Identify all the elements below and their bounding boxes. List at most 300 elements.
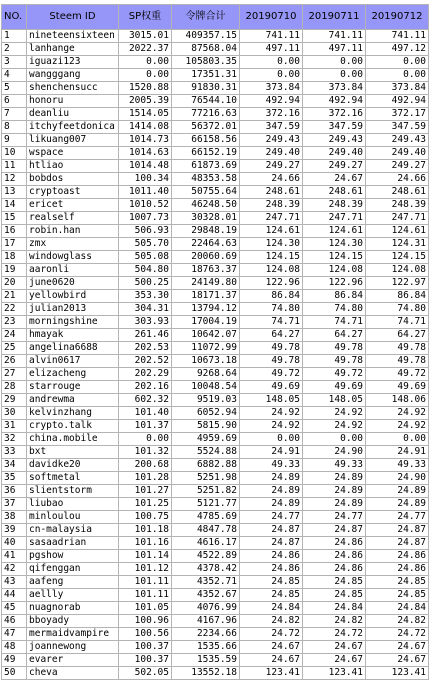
cell-steem-id[interactable]: davidke20 (27, 459, 119, 472)
cell-row-number[interactable]: 27 (2, 368, 27, 381)
cell-value-20190712[interactable]: 49.78 (366, 342, 429, 355)
cell-sp-weight[interactable]: 202.29 (119, 368, 172, 381)
cell-row-number[interactable]: 45 (2, 602, 27, 615)
cell-steem-id[interactable]: june0620 (27, 277, 119, 290)
cell-steem-id[interactable]: joannewong (27, 641, 119, 654)
cell-token-total[interactable]: 11072.99 (172, 342, 240, 355)
cell-token-total[interactable]: 409357.15 (172, 30, 240, 43)
cell-value-20190711[interactable]: 247.71 (303, 212, 366, 225)
cell-sp-weight[interactable]: 1011.40 (119, 186, 172, 199)
cell-steem-id[interactable]: slientstorm (27, 485, 119, 498)
cell-steem-id[interactable]: evarer (27, 654, 119, 667)
cell-value-20190712[interactable]: 249.27 (366, 160, 429, 173)
cell-value-20190710[interactable]: 49.78 (240, 355, 303, 368)
cell-value-20190710[interactable]: 248.39 (240, 199, 303, 212)
cell-token-total[interactable]: 77216.63 (172, 108, 240, 121)
cell-value-20190712[interactable]: 373.84 (366, 82, 429, 95)
cell-token-total[interactable]: 76544.10 (172, 95, 240, 108)
cell-sp-weight[interactable]: 1520.88 (119, 82, 172, 95)
cell-token-total[interactable]: 5524.88 (172, 446, 240, 459)
cell-value-20190710[interactable]: 24.86 (240, 563, 303, 576)
cell-sp-weight[interactable]: 101.16 (119, 537, 172, 550)
cell-value-20190711[interactable]: 24.86 (303, 563, 366, 576)
cell-token-total[interactable]: 4847.78 (172, 524, 240, 537)
cell-value-20190710[interactable]: 741.11 (240, 30, 303, 43)
cell-token-total[interactable]: 9519.03 (172, 394, 240, 407)
cell-token-total[interactable]: 13794.12 (172, 303, 240, 316)
header-no[interactable]: NO. (2, 5, 27, 30)
cell-token-total[interactable]: 5251.98 (172, 472, 240, 485)
cell-sp-weight[interactable]: 100.34 (119, 173, 172, 186)
cell-value-20190712[interactable]: 64.27 (366, 329, 429, 342)
cell-sp-weight[interactable]: 101.27 (119, 485, 172, 498)
cell-token-total[interactable]: 4785.69 (172, 511, 240, 524)
cell-token-total[interactable]: 66152.19 (172, 147, 240, 160)
cell-value-20190712[interactable]: 347.59 (366, 121, 429, 134)
cell-token-total[interactable]: 5121.77 (172, 498, 240, 511)
cell-value-20190710[interactable]: 249.27 (240, 160, 303, 173)
cell-value-20190711[interactable]: 49.69 (303, 381, 366, 394)
cell-value-20190712[interactable]: 24.87 (366, 524, 429, 537)
cell-steem-id[interactable]: elizacheng (27, 368, 119, 381)
cell-sp-weight[interactable]: 101.12 (119, 563, 172, 576)
cell-sp-weight[interactable]: 1007.73 (119, 212, 172, 225)
cell-row-number[interactable]: 5 (2, 82, 27, 95)
cell-sp-weight[interactable]: 1414.08 (119, 121, 172, 134)
cell-sp-weight[interactable]: 304.31 (119, 303, 172, 316)
cell-value-20190710[interactable]: 74.71 (240, 316, 303, 329)
cell-value-20190712[interactable]: 24.92 (366, 420, 429, 433)
cell-value-20190711[interactable]: 74.71 (303, 316, 366, 329)
cell-value-20190711[interactable]: 24.84 (303, 602, 366, 615)
cell-value-20190710[interactable]: 24.89 (240, 472, 303, 485)
cell-token-total[interactable]: 4616.17 (172, 537, 240, 550)
cell-steem-id[interactable]: julian2013 (27, 303, 119, 316)
cell-value-20190712[interactable]: 24.87 (366, 537, 429, 550)
cell-value-20190712[interactable]: 24.85 (366, 589, 429, 602)
cell-sp-weight[interactable]: 0.00 (119, 433, 172, 446)
cell-sp-weight[interactable]: 202.53 (119, 342, 172, 355)
cell-row-number[interactable]: 6 (2, 95, 27, 108)
cell-steem-id[interactable]: windowglass (27, 251, 119, 264)
cell-value-20190712[interactable]: 124.15 (366, 251, 429, 264)
cell-token-total[interactable]: 24149.80 (172, 277, 240, 290)
cell-steem-id[interactable]: realself (27, 212, 119, 225)
cell-row-number[interactable]: 13 (2, 186, 27, 199)
cell-row-number[interactable]: 10 (2, 147, 27, 160)
cell-row-number[interactable]: 30 (2, 407, 27, 420)
cell-sp-weight[interactable]: 101.11 (119, 576, 172, 589)
cell-value-20190711[interactable]: 49.72 (303, 368, 366, 381)
cell-value-20190711[interactable]: 124.30 (303, 238, 366, 251)
cell-token-total[interactable]: 22464.63 (172, 238, 240, 251)
cell-steem-id[interactable]: angelina6688 (27, 342, 119, 355)
cell-value-20190710[interactable]: 0.00 (240, 433, 303, 446)
cell-value-20190710[interactable]: 124.08 (240, 264, 303, 277)
cell-row-number[interactable]: 16 (2, 225, 27, 238)
cell-token-total[interactable]: 10048.54 (172, 381, 240, 394)
header-date-20190712[interactable]: 20190712 (366, 5, 429, 30)
cell-sp-weight[interactable]: 353.30 (119, 290, 172, 303)
cell-value-20190711[interactable]: 122.96 (303, 277, 366, 290)
cell-sp-weight[interactable]: 101.25 (119, 498, 172, 511)
cell-row-number[interactable]: 32 (2, 433, 27, 446)
cell-sp-weight[interactable]: 100.37 (119, 641, 172, 654)
cell-sp-weight[interactable]: 0.00 (119, 56, 172, 69)
cell-value-20190711[interactable]: 49.33 (303, 459, 366, 472)
cell-value-20190711[interactable]: 372.16 (303, 108, 366, 121)
cell-value-20190710[interactable]: 24.82 (240, 615, 303, 628)
cell-value-20190710[interactable]: 0.00 (240, 69, 303, 82)
cell-value-20190710[interactable]: 123.41 (240, 667, 303, 680)
cell-token-total[interactable]: 5815.90 (172, 420, 240, 433)
cell-value-20190711[interactable]: 24.67 (303, 173, 366, 186)
cell-value-20190710[interactable]: 492.94 (240, 95, 303, 108)
cell-steem-id[interactable]: cn-malaysia (27, 524, 119, 537)
cell-value-20190712[interactable]: 124.08 (366, 264, 429, 277)
cell-sp-weight[interactable]: 101.28 (119, 472, 172, 485)
cell-value-20190712[interactable]: 249.43 (366, 134, 429, 147)
cell-row-number[interactable]: 2 (2, 43, 27, 56)
cell-sp-weight[interactable]: 100.75 (119, 511, 172, 524)
cell-row-number[interactable]: 1 (2, 30, 27, 43)
cell-steem-id[interactable]: wangggang (27, 69, 119, 82)
cell-value-20190712[interactable]: 492.94 (366, 95, 429, 108)
cell-row-number[interactable]: 24 (2, 329, 27, 342)
cell-row-number[interactable]: 42 (2, 563, 27, 576)
cell-steem-id[interactable]: wspace (27, 147, 119, 160)
cell-row-number[interactable]: 9 (2, 134, 27, 147)
cell-token-total[interactable]: 61873.69 (172, 160, 240, 173)
cell-value-20190712[interactable]: 741.11 (366, 30, 429, 43)
cell-value-20190711[interactable]: 0.00 (303, 56, 366, 69)
cell-sp-weight[interactable]: 0.00 (119, 69, 172, 82)
cell-token-total[interactable]: 4378.42 (172, 563, 240, 576)
cell-row-number[interactable]: 3 (2, 56, 27, 69)
cell-steem-id[interactable]: minloulou (27, 511, 119, 524)
header-date-20190710[interactable]: 20190710 (240, 5, 303, 30)
cell-value-20190711[interactable]: 24.86 (303, 537, 366, 550)
cell-row-number[interactable]: 14 (2, 199, 27, 212)
cell-value-20190711[interactable]: 492.94 (303, 95, 366, 108)
header-sp-weight[interactable]: SP权重 (119, 5, 172, 30)
cell-token-total[interactable]: 48353.58 (172, 173, 240, 186)
cell-steem-id[interactable]: robin.han (27, 225, 119, 238)
cell-value-20190710[interactable]: 49.69 (240, 381, 303, 394)
cell-sp-weight[interactable]: 500.25 (119, 277, 172, 290)
cell-value-20190710[interactable]: 24.86 (240, 550, 303, 563)
cell-row-number[interactable]: 37 (2, 498, 27, 511)
cell-sp-weight[interactable]: 1010.52 (119, 199, 172, 212)
cell-token-total[interactable]: 29848.19 (172, 225, 240, 238)
cell-sp-weight[interactable]: 101.11 (119, 589, 172, 602)
cell-row-number[interactable]: 25 (2, 342, 27, 355)
cell-token-total[interactable]: 18763.37 (172, 264, 240, 277)
cell-value-20190712[interactable]: 24.89 (366, 498, 429, 511)
cell-sp-weight[interactable]: 602.32 (119, 394, 172, 407)
cell-steem-id[interactable]: shenchensucc (27, 82, 119, 95)
cell-steem-id[interactable]: iguazi123 (27, 56, 119, 69)
cell-steem-id[interactable]: pgshow (27, 550, 119, 563)
cell-sp-weight[interactable]: 506.93 (119, 225, 172, 238)
cell-steem-id[interactable]: nuagnorab (27, 602, 119, 615)
cell-value-20190711[interactable]: 148.05 (303, 394, 366, 407)
cell-value-20190712[interactable]: 497.12 (366, 43, 429, 56)
cell-sp-weight[interactable]: 101.37 (119, 420, 172, 433)
cell-value-20190711[interactable]: 24.67 (303, 641, 366, 654)
cell-token-total[interactable]: 1535.66 (172, 641, 240, 654)
cell-sp-weight[interactable]: 1014.48 (119, 160, 172, 173)
cell-steem-id[interactable]: mermaidvampire (27, 628, 119, 641)
cell-row-number[interactable]: 21 (2, 290, 27, 303)
cell-steem-id[interactable]: bxt (27, 446, 119, 459)
cell-token-total[interactable]: 91830.31 (172, 82, 240, 95)
cell-value-20190710[interactable]: 249.40 (240, 147, 303, 160)
cell-sp-weight[interactable]: 202.16 (119, 381, 172, 394)
cell-sp-weight[interactable]: 3015.01 (119, 30, 172, 43)
cell-row-number[interactable]: 8 (2, 121, 27, 134)
cell-token-total[interactable]: 4167.96 (172, 615, 240, 628)
cell-sp-weight[interactable]: 505.08 (119, 251, 172, 264)
cell-sp-weight[interactable]: 505.70 (119, 238, 172, 251)
cell-value-20190711[interactable]: 24.67 (303, 654, 366, 667)
cell-steem-id[interactable]: cheva (27, 667, 119, 680)
cell-value-20190710[interactable]: 49.78 (240, 342, 303, 355)
cell-row-number[interactable]: 22 (2, 303, 27, 316)
cell-value-20190712[interactable]: 124.61 (366, 225, 429, 238)
cell-value-20190711[interactable]: 741.11 (303, 30, 366, 43)
cell-steem-id[interactable]: bobdos (27, 173, 119, 186)
cell-token-total[interactable]: 4352.71 (172, 576, 240, 589)
cell-steem-id[interactable]: aaronli (27, 264, 119, 277)
cell-value-20190712[interactable]: 24.77 (366, 511, 429, 524)
cell-steem-id[interactable]: likuang007 (27, 134, 119, 147)
header-date-20190711[interactable]: 20190711 (303, 5, 366, 30)
cell-value-20190711[interactable]: 123.41 (303, 667, 366, 680)
cell-steem-id[interactable]: ericet (27, 199, 119, 212)
cell-row-number[interactable]: 39 (2, 524, 27, 537)
cell-value-20190712[interactable]: 24.85 (366, 576, 429, 589)
cell-token-total[interactable]: 4522.89 (172, 550, 240, 563)
cell-row-number[interactable]: 19 (2, 264, 27, 277)
cell-value-20190711[interactable]: 24.82 (303, 615, 366, 628)
cell-sp-weight[interactable]: 2022.37 (119, 43, 172, 56)
cell-value-20190710[interactable]: 249.43 (240, 134, 303, 147)
cell-value-20190712[interactable]: 249.40 (366, 147, 429, 160)
cell-row-number[interactable]: 7 (2, 108, 27, 121)
cell-sp-weight[interactable]: 100.56 (119, 628, 172, 641)
cell-value-20190710[interactable]: 347.59 (240, 121, 303, 134)
header-token-total[interactable]: 令牌合计 (172, 5, 240, 30)
cell-steem-id[interactable]: alvin0617 (27, 355, 119, 368)
cell-steem-id[interactable]: aafeng (27, 576, 119, 589)
cell-value-20190710[interactable]: 24.84 (240, 602, 303, 615)
cell-value-20190710[interactable]: 24.77 (240, 511, 303, 524)
cell-sp-weight[interactable]: 101.18 (119, 524, 172, 537)
cell-value-20190712[interactable]: 24.67 (366, 641, 429, 654)
cell-value-20190712[interactable]: 122.97 (366, 277, 429, 290)
cell-value-20190711[interactable]: 347.59 (303, 121, 366, 134)
cell-sp-weight[interactable]: 504.80 (119, 264, 172, 277)
cell-row-number[interactable]: 48 (2, 641, 27, 654)
cell-token-total[interactable]: 46248.50 (172, 199, 240, 212)
cell-sp-weight[interactable]: 200.68 (119, 459, 172, 472)
cell-value-20190711[interactable]: 24.92 (303, 407, 366, 420)
cell-value-20190711[interactable]: 248.61 (303, 186, 366, 199)
cell-value-20190710[interactable]: 24.87 (240, 524, 303, 537)
cell-value-20190712[interactable]: 24.72 (366, 628, 429, 641)
cell-row-number[interactable]: 50 (2, 667, 27, 680)
cell-token-total[interactable]: 30328.01 (172, 212, 240, 225)
cell-value-20190712[interactable]: 248.39 (366, 199, 429, 212)
cell-value-20190710[interactable]: 373.84 (240, 82, 303, 95)
cell-steem-id[interactable]: bboyady (27, 615, 119, 628)
cell-row-number[interactable]: 31 (2, 420, 27, 433)
cell-sp-weight[interactable]: 261.46 (119, 329, 172, 342)
cell-value-20190712[interactable]: 123.41 (366, 667, 429, 680)
cell-value-20190711[interactable]: 24.89 (303, 498, 366, 511)
cell-value-20190711[interactable]: 24.72 (303, 628, 366, 641)
cell-value-20190712[interactable]: 74.71 (366, 316, 429, 329)
cell-token-total[interactable]: 1535.59 (172, 654, 240, 667)
cell-value-20190711[interactable]: 373.84 (303, 82, 366, 95)
cell-sp-weight[interactable]: 1014.73 (119, 134, 172, 147)
cell-row-number[interactable]: 41 (2, 550, 27, 563)
cell-steem-id[interactable]: qifenggan (27, 563, 119, 576)
cell-token-total[interactable]: 4076.99 (172, 602, 240, 615)
cell-value-20190711[interactable]: 24.77 (303, 511, 366, 524)
cell-steem-id[interactable]: kelvinzhang (27, 407, 119, 420)
cell-value-20190712[interactable]: 372.17 (366, 108, 429, 121)
cell-steem-id[interactable]: honoru (27, 95, 119, 108)
cell-value-20190710[interactable]: 124.30 (240, 238, 303, 251)
cell-value-20190711[interactable]: 124.08 (303, 264, 366, 277)
cell-steem-id[interactable]: lanhange (27, 43, 119, 56)
cell-value-20190710[interactable]: 122.96 (240, 277, 303, 290)
cell-value-20190711[interactable]: 24.85 (303, 576, 366, 589)
cell-value-20190712[interactable]: 24.66 (366, 173, 429, 186)
cell-row-number[interactable]: 34 (2, 459, 27, 472)
cell-value-20190710[interactable]: 24.92 (240, 407, 303, 420)
cell-value-20190710[interactable]: 24.67 (240, 654, 303, 667)
cell-steem-id[interactable]: sasaadrian (27, 537, 119, 550)
cell-token-total[interactable]: 5251.82 (172, 485, 240, 498)
cell-value-20190712[interactable]: 24.84 (366, 602, 429, 615)
cell-value-20190710[interactable]: 24.89 (240, 498, 303, 511)
cell-value-20190711[interactable]: 24.86 (303, 550, 366, 563)
cell-value-20190712[interactable]: 24.91 (366, 446, 429, 459)
cell-value-20190710[interactable]: 86.84 (240, 290, 303, 303)
cell-token-total[interactable]: 56372.01 (172, 121, 240, 134)
cell-token-total[interactable]: 4959.69 (172, 433, 240, 446)
cell-value-20190711[interactable]: 49.78 (303, 355, 366, 368)
cell-value-20190710[interactable]: 24.72 (240, 628, 303, 641)
cell-sp-weight[interactable]: 101.14 (119, 550, 172, 563)
cell-row-number[interactable]: 26 (2, 355, 27, 368)
cell-sp-weight[interactable]: 1014.63 (119, 147, 172, 160)
cell-value-20190710[interactable]: 24.89 (240, 485, 303, 498)
cell-value-20190712[interactable]: 49.78 (366, 355, 429, 368)
cell-value-20190712[interactable]: 24.89 (366, 485, 429, 498)
cell-steem-id[interactable]: softmetal (27, 472, 119, 485)
cell-value-20190710[interactable]: 24.92 (240, 420, 303, 433)
cell-steem-id[interactable]: starrouge (27, 381, 119, 394)
cell-value-20190711[interactable]: 249.43 (303, 134, 366, 147)
cell-steem-id[interactable]: htliao (27, 160, 119, 173)
cell-token-total[interactable]: 18171.37 (172, 290, 240, 303)
cell-value-20190710[interactable]: 24.66 (240, 173, 303, 186)
cell-row-number[interactable]: 46 (2, 615, 27, 628)
cell-row-number[interactable]: 15 (2, 212, 27, 225)
cell-value-20190710[interactable]: 248.61 (240, 186, 303, 199)
cell-value-20190711[interactable]: 49.78 (303, 342, 366, 355)
cell-value-20190710[interactable]: 148.05 (240, 394, 303, 407)
header-steem-id[interactable]: Steem ID (27, 5, 119, 30)
cell-value-20190712[interactable]: 124.31 (366, 238, 429, 251)
cell-steem-id[interactable]: cryptoast (27, 186, 119, 199)
cell-value-20190710[interactable]: 497.11 (240, 43, 303, 56)
cell-sp-weight[interactable]: 1514.05 (119, 108, 172, 121)
cell-token-total[interactable]: 50755.64 (172, 186, 240, 199)
cell-sp-weight[interactable]: 2005.39 (119, 95, 172, 108)
cell-row-number[interactable]: 11 (2, 160, 27, 173)
cell-value-20190711[interactable]: 24.90 (303, 446, 366, 459)
cell-row-number[interactable]: 20 (2, 277, 27, 290)
cell-token-total[interactable]: 17004.19 (172, 316, 240, 329)
cell-value-20190710[interactable]: 372.16 (240, 108, 303, 121)
cell-value-20190712[interactable]: 86.84 (366, 290, 429, 303)
cell-value-20190711[interactable]: 497.11 (303, 43, 366, 56)
cell-value-20190710[interactable]: 24.85 (240, 576, 303, 589)
cell-steem-id[interactable]: china.mobile (27, 433, 119, 446)
cell-value-20190712[interactable]: 148.06 (366, 394, 429, 407)
cell-value-20190712[interactable]: 49.33 (366, 459, 429, 472)
cell-sp-weight[interactable]: 101.32 (119, 446, 172, 459)
cell-steem-id[interactable]: aellly (27, 589, 119, 602)
cell-token-total[interactable]: 4352.67 (172, 589, 240, 602)
cell-steem-id[interactable]: morningshine (27, 316, 119, 329)
cell-row-number[interactable]: 40 (2, 537, 27, 550)
cell-token-total[interactable]: 17351.31 (172, 69, 240, 82)
cell-value-20190711[interactable]: 86.84 (303, 290, 366, 303)
cell-value-20190711[interactable]: 24.92 (303, 420, 366, 433)
cell-value-20190711[interactable]: 64.27 (303, 329, 366, 342)
cell-value-20190710[interactable]: 24.67 (240, 641, 303, 654)
cell-steem-id[interactable]: itchyfeetdonica (27, 121, 119, 134)
cell-row-number[interactable]: 44 (2, 589, 27, 602)
cell-row-number[interactable]: 36 (2, 485, 27, 498)
cell-value-20190710[interactable]: 247.71 (240, 212, 303, 225)
cell-value-20190712[interactable]: 0.00 (366, 433, 429, 446)
cell-value-20190710[interactable]: 64.27 (240, 329, 303, 342)
cell-sp-weight[interactable]: 502.05 (119, 667, 172, 680)
cell-value-20190711[interactable]: 248.39 (303, 199, 366, 212)
cell-token-total[interactable]: 105803.35 (172, 56, 240, 69)
cell-value-20190712[interactable]: 0.00 (366, 56, 429, 69)
cell-steem-id[interactable]: andrewma (27, 394, 119, 407)
cell-sp-weight[interactable]: 101.40 (119, 407, 172, 420)
cell-row-number[interactable]: 38 (2, 511, 27, 524)
cell-row-number[interactable]: 35 (2, 472, 27, 485)
cell-value-20190712[interactable]: 24.67 (366, 654, 429, 667)
cell-value-20190710[interactable]: 24.87 (240, 537, 303, 550)
cell-steem-id[interactable]: liubao (27, 498, 119, 511)
cell-token-total[interactable]: 20060.69 (172, 251, 240, 264)
cell-value-20190712[interactable]: 49.69 (366, 381, 429, 394)
cell-value-20190712[interactable]: 74.80 (366, 303, 429, 316)
cell-value-20190711[interactable]: 0.00 (303, 69, 366, 82)
cell-value-20190711[interactable]: 0.00 (303, 433, 366, 446)
